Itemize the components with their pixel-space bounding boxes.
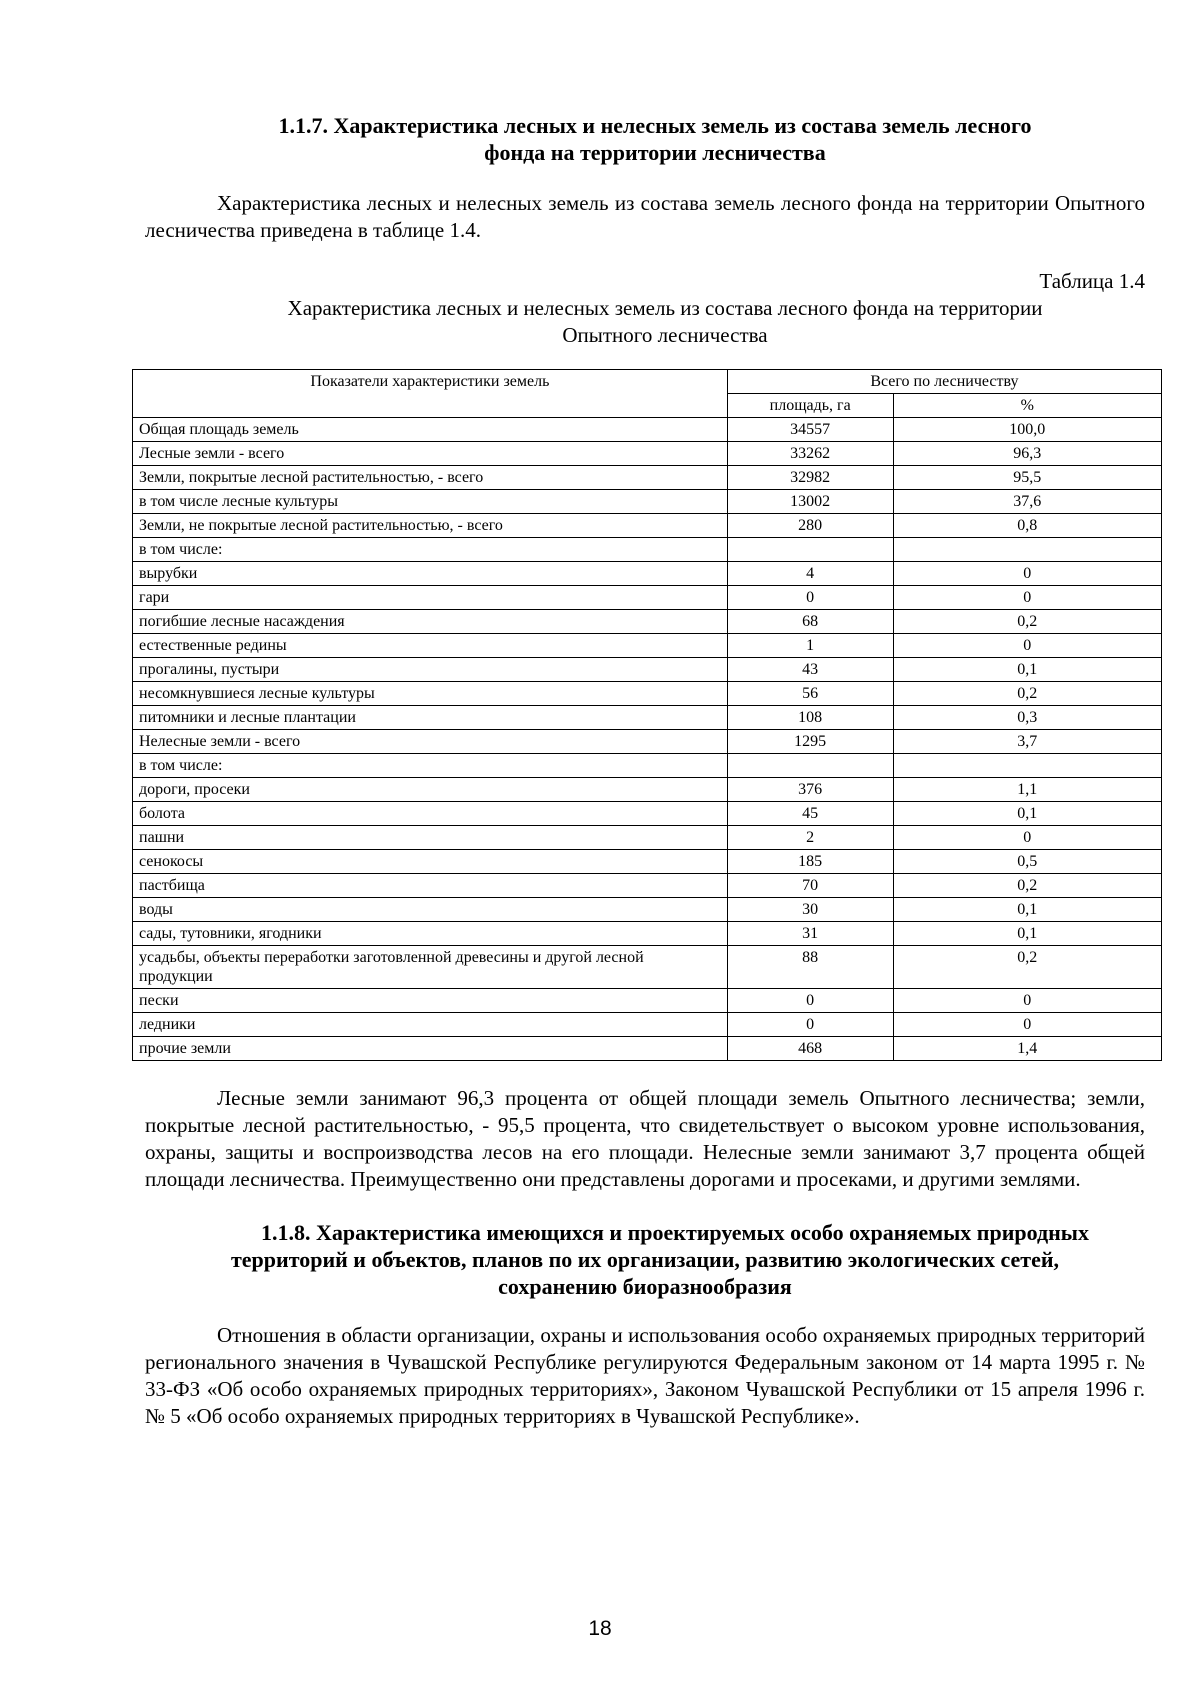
row-percent: 0 <box>893 562 1161 586</box>
table-row <box>133 754 1162 778</box>
table-row <box>133 1037 1162 1061</box>
row-percent: 0,1 <box>893 658 1161 682</box>
table-row <box>133 538 1162 562</box>
row-label: вырубки <box>133 562 728 586</box>
table-body <box>133 418 1162 1061</box>
table-header-row <box>133 370 1162 394</box>
row-label: Общая площадь земель <box>133 418 728 442</box>
row-area: 0 <box>727 586 893 610</box>
row-area: 88 <box>727 946 893 989</box>
row-percent: 1,4 <box>893 1037 1161 1061</box>
land-characteristics-table <box>132 369 1162 1061</box>
row-area: 376 <box>727 778 893 802</box>
row-label: Земли, не покрытые лесной растительностью, - всего <box>133 514 728 538</box>
row-area: 70 <box>727 874 893 898</box>
heading-line: фонда на территории лесничества <box>484 140 826 165</box>
row-area: 45 <box>727 802 893 826</box>
table-title-line: Характеристика лесных и нелесных земель из состава лесного фонда на территории <box>287 296 1043 320</box>
table-row <box>133 989 1162 1013</box>
row-percent <box>893 538 1161 562</box>
row-percent: 100,0 <box>893 418 1161 442</box>
row-percent: 1,1 <box>893 778 1161 802</box>
row-percent: 0,8 <box>893 514 1161 538</box>
row-percent: 95,5 <box>893 466 1161 490</box>
row-label: гари <box>133 586 728 610</box>
heading-line: сохранению биоразнообразия <box>498 1274 792 1299</box>
row-label: пашни <box>133 826 728 850</box>
row-percent: 0,2 <box>893 682 1161 706</box>
section-heading-1-1-7 <box>145 112 1145 166</box>
row-label: прогалины, пустыри <box>133 658 728 682</box>
row-label: воды <box>133 898 728 922</box>
row-percent: 0 <box>893 634 1161 658</box>
row-label: пески <box>133 989 728 1013</box>
heading-line: 1.1.7. Характеристика лесных и нелесных земель из состава земель лесного <box>278 113 1032 138</box>
row-label: болота <box>133 802 728 826</box>
row-percent: 0 <box>893 826 1161 850</box>
row-percent: 0,3 <box>893 706 1161 730</box>
header-indicator: Показатели характеристики земель <box>133 370 728 418</box>
row-percent: 0,1 <box>893 898 1161 922</box>
table-row <box>133 466 1162 490</box>
row-label: естественные редины <box>133 634 728 658</box>
row-area: 1 <box>727 634 893 658</box>
row-area: 56 <box>727 682 893 706</box>
heading-line: 1.1.8. Характеристика имеющихся и проектируемых особо охраняемых природных <box>261 1220 1089 1245</box>
table-row <box>133 850 1162 874</box>
table-row <box>133 706 1162 730</box>
row-label: питомники и лесные плантации <box>133 706 728 730</box>
header-area: площадь, га <box>727 394 893 418</box>
row-area: 31 <box>727 922 893 946</box>
table-row <box>133 490 1162 514</box>
heading-line: территорий и объектов, планов по их организации, развитию экологических сетей, <box>230 1247 1060 1272</box>
row-area: 34557 <box>727 418 893 442</box>
table-row <box>133 802 1162 826</box>
row-percent: 0 <box>893 1013 1161 1037</box>
row-percent: 0 <box>893 586 1161 610</box>
table-row <box>133 562 1162 586</box>
row-area: 1295 <box>727 730 893 754</box>
row-label: в том числе лесные культуры <box>133 490 728 514</box>
row-area: 68 <box>727 610 893 634</box>
row-label: Земли, покрытые лесной растительностью, - всего <box>133 466 728 490</box>
row-area <box>727 754 893 778</box>
table-row <box>133 514 1162 538</box>
table-row <box>133 778 1162 802</box>
row-area: 32982 <box>727 466 893 490</box>
row-percent: 0 <box>893 989 1161 1013</box>
header-total: Всего по лесничеству <box>727 370 1161 394</box>
row-area: 43 <box>727 658 893 682</box>
section-heading-1-1-8 <box>145 1219 1145 1300</box>
table-row <box>133 1013 1162 1037</box>
table-row <box>133 442 1162 466</box>
row-percent: 0,5 <box>893 850 1161 874</box>
table-row <box>133 874 1162 898</box>
table-row <box>133 634 1162 658</box>
row-label: несомкнувшиеся лесные культуры <box>133 682 728 706</box>
row-area: 0 <box>727 989 893 1013</box>
row-percent: 37,6 <box>893 490 1161 514</box>
table-row <box>133 418 1162 442</box>
row-area: 4 <box>727 562 893 586</box>
table-title <box>145 295 1145 349</box>
summary-paragraph: Лесные земли занимают 96,3 процента от общей площади земель Опытного лесничества; земли, покрытые лесной растительностью, - 95,5 процента, что свидетельствует о высоком уровне использования, охраны, защиты и воспроизводства лесов на его площади. Нелесные земли занимают 3,7 процента общей площади лесничества. Преимущественно они представлены дорогами и просеками, и другими землями. <box>145 1086 1145 1191</box>
row-label: в том числе: <box>133 538 728 562</box>
table-row <box>133 826 1162 850</box>
row-label: в том числе: <box>133 754 728 778</box>
row-label: сады, тутовники, ягодники <box>133 922 728 946</box>
row-area: 13002 <box>727 490 893 514</box>
row-area: 0 <box>727 1013 893 1037</box>
row-label: Лесные земли - всего <box>133 442 728 466</box>
row-percent: 0,2 <box>893 874 1161 898</box>
row-area: 280 <box>727 514 893 538</box>
intro-paragraph: Характеристика лесных и нелесных земель из состава земель лесного фонда на территории Опытного лесничества приведена в таблице 1.4. <box>145 191 1145 242</box>
row-area: 468 <box>727 1037 893 1061</box>
table-row <box>133 922 1162 946</box>
row-area: 108 <box>727 706 893 730</box>
row-area: 185 <box>727 850 893 874</box>
table-row <box>133 946 1162 989</box>
table-title-line: Опытного лесничества <box>562 323 768 347</box>
row-label: прочие земли <box>133 1037 728 1061</box>
table-number: Таблица 1.4 <box>1039 269 1145 293</box>
row-percent: 0,2 <box>893 946 1161 989</box>
row-label: ледники <box>133 1013 728 1037</box>
table-row <box>133 730 1162 754</box>
table-row <box>133 682 1162 706</box>
row-area: 33262 <box>727 442 893 466</box>
row-area <box>727 538 893 562</box>
row-area: 2 <box>727 826 893 850</box>
row-label: усадьбы, объекты переработки заготовленной древесины и другой лесной продукции <box>133 946 728 989</box>
row-percent: 0,2 <box>893 610 1161 634</box>
table-row <box>133 610 1162 634</box>
table-row <box>133 898 1162 922</box>
table-row <box>133 658 1162 682</box>
row-percent: 96,3 <box>893 442 1161 466</box>
header-percent: % <box>893 394 1161 418</box>
row-label: пастбища <box>133 874 728 898</box>
page-number: 18 <box>588 1617 612 1640</box>
body-paragraph: Отношения в области организации, охраны и использования особо охраняемых природных территорий регионального значения в Чувашской Республике регулируются Федеральным законом от 14 марта 1995 г. № 33-ФЗ «Об особо охраняемых природных территориях», Законом Чувашской Республики от 15 апреля 1996 г. № 5 «Об особо охраняемых природных территориях в Чувашской Республике». <box>145 1323 1145 1428</box>
table-row <box>133 586 1162 610</box>
row-percent: 3,7 <box>893 730 1161 754</box>
row-label: дороги, просеки <box>133 778 728 802</box>
row-label: погибшие лесные насаждения <box>133 610 728 634</box>
row-label: Нелесные земли - всего <box>133 730 728 754</box>
row-percent: 0,1 <box>893 802 1161 826</box>
row-area: 30 <box>727 898 893 922</box>
row-percent <box>893 754 1161 778</box>
row-percent: 0,1 <box>893 922 1161 946</box>
row-label: сенокосы <box>133 850 728 874</box>
page-content <box>139 112 1145 1430</box>
